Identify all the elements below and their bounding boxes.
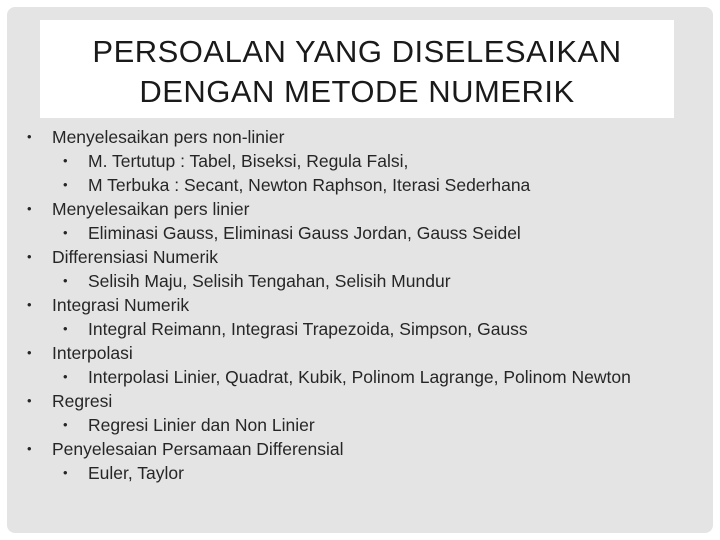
- bullet-icon: •: [63, 225, 68, 240]
- bullet-icon: •: [27, 393, 32, 408]
- title-box: [40, 20, 674, 118]
- list-item: [22, 341, 712, 365]
- item-label: Interpolasi: [52, 343, 133, 363]
- sub-item-label: Euler, Taylor: [88, 463, 184, 483]
- item-label: Menyelesaikan pers linier: [52, 199, 250, 219]
- sub-list-item: [22, 461, 712, 485]
- bullet-icon: •: [63, 369, 68, 384]
- slide-title: [40, 32, 674, 112]
- bullet-icon: •: [63, 417, 68, 432]
- sub-item-label: Eliminasi Gauss, Eliminasi Gauss Jordan, Gauss Seidel: [88, 223, 521, 243]
- item-label: Regresi: [52, 391, 113, 411]
- sub-list-item: [22, 173, 712, 197]
- item-label: Integrasi Numerik: [52, 295, 190, 315]
- bullet-icon: •: [63, 465, 68, 480]
- list-item: [22, 245, 712, 269]
- sub-item-label: Selisih Maju, Selisih Tengahan, Selisih Mundur: [88, 271, 451, 291]
- sub-item-label: M Terbuka : Secant, Newton Raphson, Iterasi Sederhana: [88, 175, 531, 195]
- sub-item-label: M. Tertutup : Tabel, Biseksi, Regula Falsi,: [88, 151, 409, 171]
- title-line-2: DENGAN METODE NUMERIK: [139, 74, 575, 109]
- title-line-1: PERSOALAN YANG DISELESAIKAN: [92, 34, 622, 69]
- item-label: Menyelesaikan pers non-linier: [52, 127, 285, 147]
- sub-list-item: [22, 317, 712, 341]
- bullet-icon: •: [63, 321, 68, 336]
- list-item: [22, 293, 712, 317]
- bullet-icon: •: [27, 201, 32, 216]
- sub-item-label: Integral Reimann, Integrasi Trapezoida, Simpson, Gauss: [88, 319, 528, 339]
- list-item: [22, 389, 712, 413]
- item-label: Penyelesaian Persamaan Differensial: [52, 439, 344, 459]
- bullet-icon: •: [27, 297, 32, 312]
- bullet-icon: •: [27, 345, 32, 360]
- list-item: [22, 197, 712, 221]
- bullet-icon: •: [63, 153, 68, 168]
- bullet-icon: •: [27, 441, 32, 456]
- bullet-icon: •: [27, 249, 32, 264]
- sub-list-item: [22, 149, 712, 173]
- sub-item-label: Interpolasi Linier, Quadrat, Kubik, Polinom Lagrange, Polinom Newton: [88, 367, 631, 387]
- item-label: Differensiasi Numerik: [52, 247, 218, 267]
- bullet-icon: •: [27, 129, 32, 144]
- bullet-list: [22, 125, 712, 485]
- sub-list-item: [22, 221, 712, 245]
- list-item: [22, 125, 712, 149]
- bullet-icon: •: [63, 273, 68, 288]
- sub-item-label: Regresi Linier dan Non Linier: [88, 415, 315, 435]
- bullet-icon: •: [63, 177, 68, 192]
- list-item: [22, 437, 712, 461]
- sub-list-item: [22, 269, 712, 293]
- sub-list-item: [22, 365, 712, 389]
- sub-list-item: [22, 413, 712, 437]
